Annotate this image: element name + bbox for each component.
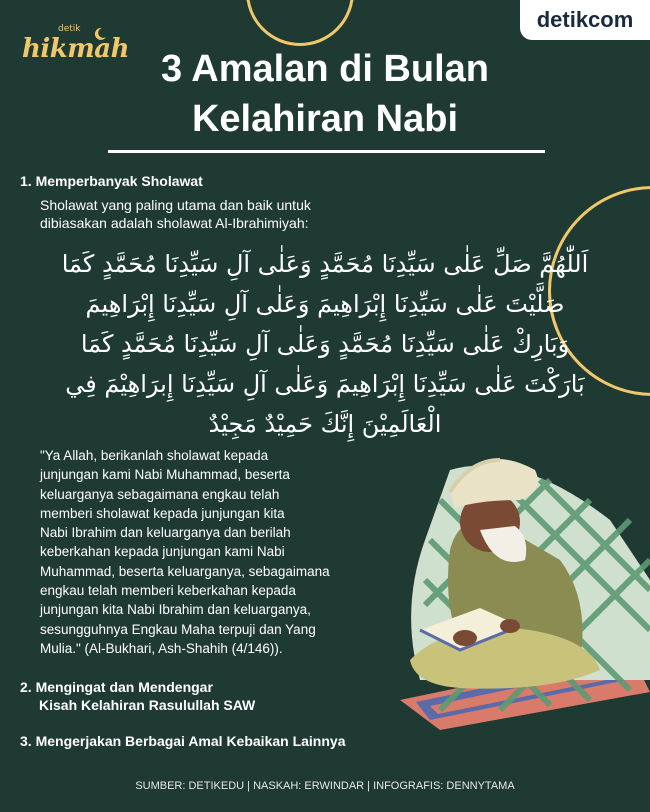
translation-line: junjungan kita Nabi Ibrahim dan keluarganya, [40, 602, 311, 618]
title-line-2: Kelahiran Nabi [191, 98, 459, 140]
translation-line: memberi sholawat kepada junjungan kita [40, 505, 285, 521]
translation-line: Nabi Ibrahim dan keluarganya dan berilah [40, 525, 291, 541]
decorative-circle-top [246, 0, 354, 46]
man-reading-quran-illustration [330, 430, 650, 730]
detikcom-logo: detikcom [520, 0, 650, 40]
arabic-line-4: بَارَكْتَ عَلٰى سَيِّدِنَا إِبْرَاهِيمَ وَعَلٰى آلِ سَيِّدِنَا إِبرَاهِيْمَ فِي [65, 370, 585, 398]
item-1-intro-line-2: dibiasakan adalah sholawat Al-Ibrahimiyah: [40, 215, 309, 231]
title-divider [108, 150, 545, 153]
item-2-heading-line-2: Kisah Kelahiran Rasulullah SAW [39, 697, 256, 713]
translation-line: Mulia." (Al-Bukhari, Ash-Shahih (4/146)). [40, 640, 283, 656]
logo-big-text: hikmah [22, 34, 130, 64]
translation-line: junjungan kami Nabi Muhammad, beserta [40, 467, 290, 483]
crescent-moon-icon [92, 26, 108, 42]
arabic-line-5: الْعَالَمِيْنَ إِنَّكَ حَمِيْدٌ مَجِيْدٌ [208, 410, 442, 438]
item-1-intro-line-1: Sholawat yang paling utama dan baik untuk [40, 197, 311, 213]
item-1-heading: 1. Memperbanyak Sholawat [20, 173, 203, 189]
sholawat-arabic-text [34, 244, 616, 444]
page-title [0, 44, 650, 144]
item-1-intro [40, 196, 311, 232]
arabic-line-3: وَبَارِكْ عَلٰى سَيِّدِنَا مُحَمَّدٍ وَعَلٰى آلِ سَيِّدِنَا مُحَمَّدٍ كَمَا [80, 330, 570, 358]
footer-credits: SUMBER: DETIKEDU | NASKAH: ERWINDAR | INFOGRAFIS: DENNYTAMA [135, 780, 515, 792]
translation-line: engkau telah memberi keberkahan kepada [40, 583, 296, 599]
title-line-1: 3 Amalan di Bulan [161, 48, 489, 90]
arabic-line-1: اَللّٰهُمَّ صَلِّ عَلٰى سَيِّدِنَا مُحَمَّدٍ وَعَلٰى آلِ سَيِّدِنَا مُحَمَّدٍ كَمَا [61, 250, 589, 278]
translation-line: keberkahan kepada junjungan kami Nabi [40, 544, 285, 560]
translation-line: "Ya Allah, berikanlah sholawat kepada [40, 448, 269, 463]
item-3-heading: 3. Mengerjakan Berbagai Amal Kebaikan Lainnya [20, 733, 346, 749]
arabic-line-2: صَلَّيْتَ عَلٰى سَيِّدِنَا إِبْرَاهِيمَ وَعَلٰى آلِ سَيِّدِنَا إِبْرَاهِيمَ [85, 290, 565, 318]
item-2-heading [20, 678, 255, 714]
translation-line: keluarganya sebagaimana engkau telah [40, 486, 280, 502]
translation-line: Muhammad, beserta keluarganya, sebagaimana [40, 563, 330, 579]
logo-small-text: detik [58, 24, 81, 34]
item-2-heading-line-1: 2. Mengingat dan Mendengar [20, 679, 213, 695]
translation-line: sesungguhnya Engkau Maha terpuji dan Yang [40, 621, 316, 637]
sholawat-translation [40, 446, 370, 658]
